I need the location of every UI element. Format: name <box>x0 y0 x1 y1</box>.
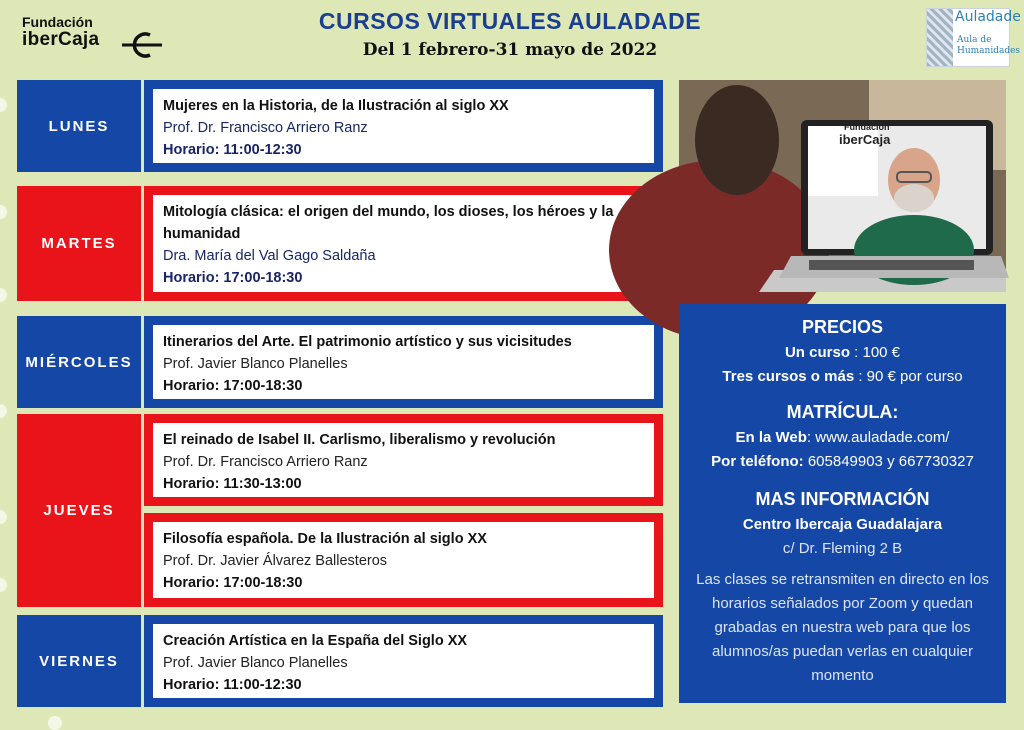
laptop-illustration <box>679 80 1006 292</box>
decor-dot <box>0 98 7 112</box>
auladade-subtitle <box>957 35 1020 57</box>
course-card <box>144 80 663 172</box>
course-horario: Horario: 17:00-18:30 <box>163 270 303 286</box>
page-title: CURSOS VIRTUALES AULADADE <box>318 8 702 34</box>
course-horario: Horario: 17:00-18:30 <box>163 575 303 591</box>
logo-line2: iberCaja <box>22 29 100 50</box>
course-title: Filosofía española. De la Ilustración al siglo XX <box>163 531 487 547</box>
course-card <box>144 513 663 607</box>
day-label-jueves: JUEVES <box>17 414 141 607</box>
fundacion-ibercaja-logo <box>22 14 99 50</box>
logo-line1: Fundación <box>22 14 93 30</box>
precio1-label: Un curso <box>784 344 850 361</box>
mas-info-heading: MAS INFORMACIÓN <box>755 489 930 509</box>
auladade-title: Auladade <box>955 9 1021 25</box>
info-note: Las clases se retransmiten en directo en los horarios señalados por Zoom y quedan grabadas en nuestra web para que los alumnos/as puedan verlas en cualquier momento <box>696 571 989 684</box>
decor-dot <box>48 716 62 730</box>
precios-heading: PRECIOS <box>801 317 884 337</box>
decor-dot <box>0 288 7 302</box>
course-professor: Prof. Dr. Francisco Arriero Ranz <box>163 454 368 470</box>
auladade-logo <box>926 8 1021 67</box>
matricula-web[interactable] <box>679 429 1006 446</box>
course-horario: Horario: 11:00-12:30 <box>163 142 302 158</box>
course-card <box>144 414 663 506</box>
screen-brand-2: iberCaja <box>839 132 891 147</box>
day-label-lunes: LUNES <box>17 80 141 172</box>
precio-tres-cursos <box>679 368 1006 385</box>
day-label-miercoles: MIÉRCOLES <box>17 316 141 408</box>
course-card <box>144 186 663 301</box>
info-panel <box>679 304 1006 703</box>
course-horario: Horario: 17:00-18:30 <box>163 378 303 394</box>
course-card <box>144 615 663 707</box>
matricula-telefono <box>679 453 1006 470</box>
course-horario: Horario: 11:00-12:30 <box>163 677 302 693</box>
day-label-martes: MARTES <box>17 186 141 301</box>
screen-brand-1: Fundación <box>844 122 890 132</box>
centro-address: c/ Dr. Fleming 2 B <box>782 540 903 557</box>
precio2-label: Tres cursos o más <box>722 368 855 385</box>
course-professor: Dra. María del Val Gago Saldaña <box>163 248 376 264</box>
auladade-sub1: Aula de <box>957 35 992 45</box>
precio1-value: : 100 € <box>849 344 901 361</box>
day-label-viernes: VIERNES <box>17 615 141 707</box>
web-label: En la Web <box>735 429 807 446</box>
decor-dot <box>0 404 7 418</box>
course-card <box>144 316 663 408</box>
decor-dot <box>0 205 7 219</box>
course-professor: Prof. Dr. Francisco Arriero Ranz <box>163 120 368 136</box>
web-value[interactable]: : www.auladade.com/ <box>806 429 950 446</box>
precio-un-curso <box>679 344 1006 361</box>
matricula-heading: MATRÍCULA: <box>786 402 899 422</box>
tel-label: Por teléfono: <box>711 453 804 470</box>
decor-dot <box>0 578 7 592</box>
video-class-photo <box>679 80 1006 292</box>
course-title: El reinado de Isabel II. Carlismo, liberalismo y revolución <box>163 432 556 448</box>
course-title: Itinerarios del Arte. El patrimonio artístico y sus vicisitudes <box>163 334 572 350</box>
course-horario: Horario: 11:30-13:00 <box>163 476 302 492</box>
precio2-value: : 90 € por curso <box>854 368 963 385</box>
auladade-sub2: Humanidades <box>957 46 1021 56</box>
course-professor: Prof. Dr. Javier Álvarez Ballesteros <box>163 553 388 569</box>
course-title: Creación Artística en la España del Siglo XX <box>163 633 468 649</box>
course-professor: Prof. Javier Blanco Planelles <box>163 655 348 671</box>
logo-pattern <box>927 9 953 66</box>
decor-dot <box>0 510 7 524</box>
ibercaja-mark-icon <box>120 32 164 58</box>
page-subtitle: Del 1 febrero-31 mayo de 2022 <box>362 40 658 60</box>
centro-name: Centro Ibercaja Guadalajara <box>742 516 943 533</box>
tel-value: 605849903 y 667730327 <box>803 453 974 470</box>
course-title: Mitología clásica: el origen del mundo, los dioses, los héroes y la humanidad <box>163 204 614 242</box>
course-title: Mujeres en la Historia, de la Ilustración al siglo XX <box>163 98 509 114</box>
course-professor: Prof. Javier Blanco Planelles <box>163 356 348 372</box>
